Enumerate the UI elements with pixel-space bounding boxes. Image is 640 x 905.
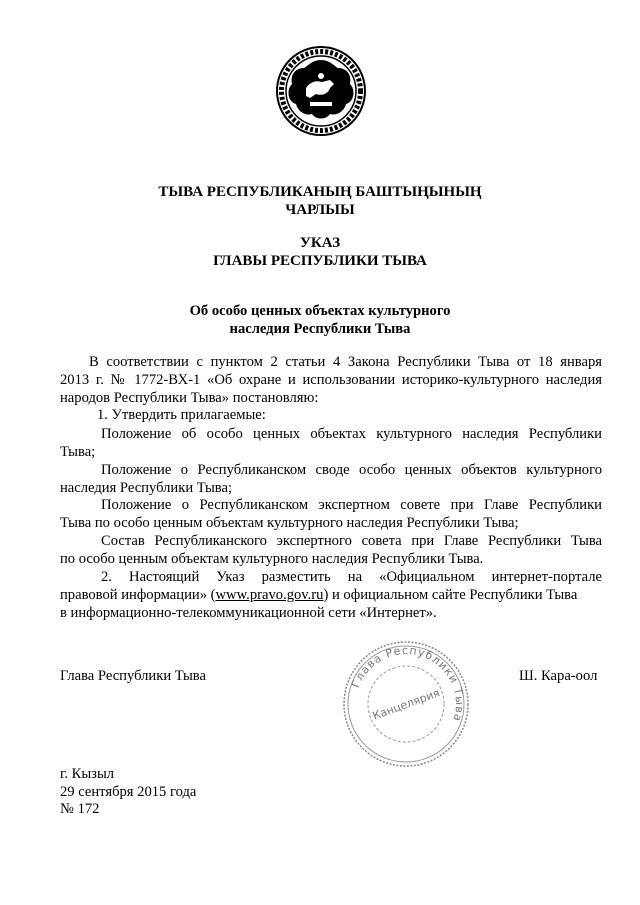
doc-type: УКАЗ <box>299 235 341 251</box>
signatory-name: Ш. Кара-оол <box>519 668 598 684</box>
body-paragraph-line: Положение о Республиканском своде особо ценных объектов культурного <box>101 462 602 478</box>
body-text: правовой информации» ( <box>60 587 216 603</box>
seal-stamp-icon <box>340 638 472 770</box>
signatory-position: Глава Республики Тыва <box>60 668 206 684</box>
subject-line2: наследия Республики Тыва <box>229 321 411 337</box>
body-paragraph-line: Тыва по особо ценным объектам культурного наследия Республики Тыва; <box>60 515 519 531</box>
body-paragraph-line: в информационно-телекоммуникационной сети «Интернет». <box>60 605 437 621</box>
body-paragraph-line: наследия Республики Тыва; <box>60 480 233 496</box>
body-paragraph-line: Тыва; <box>60 444 96 460</box>
body-paragraph-line: Состав Республиканского экспертного совета при Главе Республики Тыва <box>101 533 602 549</box>
issuer: ГЛАВЫ РЕСПУБЛИКИ ТЫВА <box>213 253 427 269</box>
subject-line1: Об особо ценных объектах культурного <box>189 303 451 319</box>
body-paragraph-line <box>60 586 577 604</box>
stamp-ring-text: Глава Республики Тыва <box>349 643 467 724</box>
decree-number: № 172 <box>60 801 100 817</box>
tuvan-title-line2: ЧАРЛЫЫ <box>285 202 355 218</box>
stamp-center-text: Канцелярия <box>370 686 442 723</box>
body-paragraph-line: В соответствии с пунктом 2 статьи 4 Закона Республики Тыва от 18 января <box>89 354 602 370</box>
list-item-1: 1. Утвердить прилагаемые: <box>97 407 266 423</box>
body-paragraph-line: Положение об особо ценных объектах культурного наследия Республики <box>101 426 602 442</box>
body-paragraph-line: Положение о Республиканском экспертном совете при Главе Республики <box>101 497 602 513</box>
body-paragraph-line: народов Республики Тыва» постановляю: <box>60 390 319 406</box>
body-paragraph-line: 2013 г. № 1772-ВХ-1 «Об охране и использовании историко-культурного наследия <box>60 372 602 388</box>
pravo-link[interactable]: www.pravo.gov.ru <box>215 587 324 603</box>
tuvan-title-line1: ТЫВА РЕСПУБЛИКАНЫҢ БАШТЫҢЫНЫҢ <box>158 184 482 200</box>
tuva-coat-of-arms-icon <box>276 46 366 136</box>
body-text: ) и официальном сайте Республики Тыва <box>323 587 578 603</box>
list-item-2: 2. Настоящий Указ разместить на «Официальном интернет-портале <box>101 569 602 585</box>
body-paragraph-line: по особо ценным объектам культурного наследия Республики Тыва. <box>60 551 484 567</box>
city: г. Кызыл <box>60 766 115 782</box>
date: 29 сентября 2015 года <box>60 784 197 800</box>
